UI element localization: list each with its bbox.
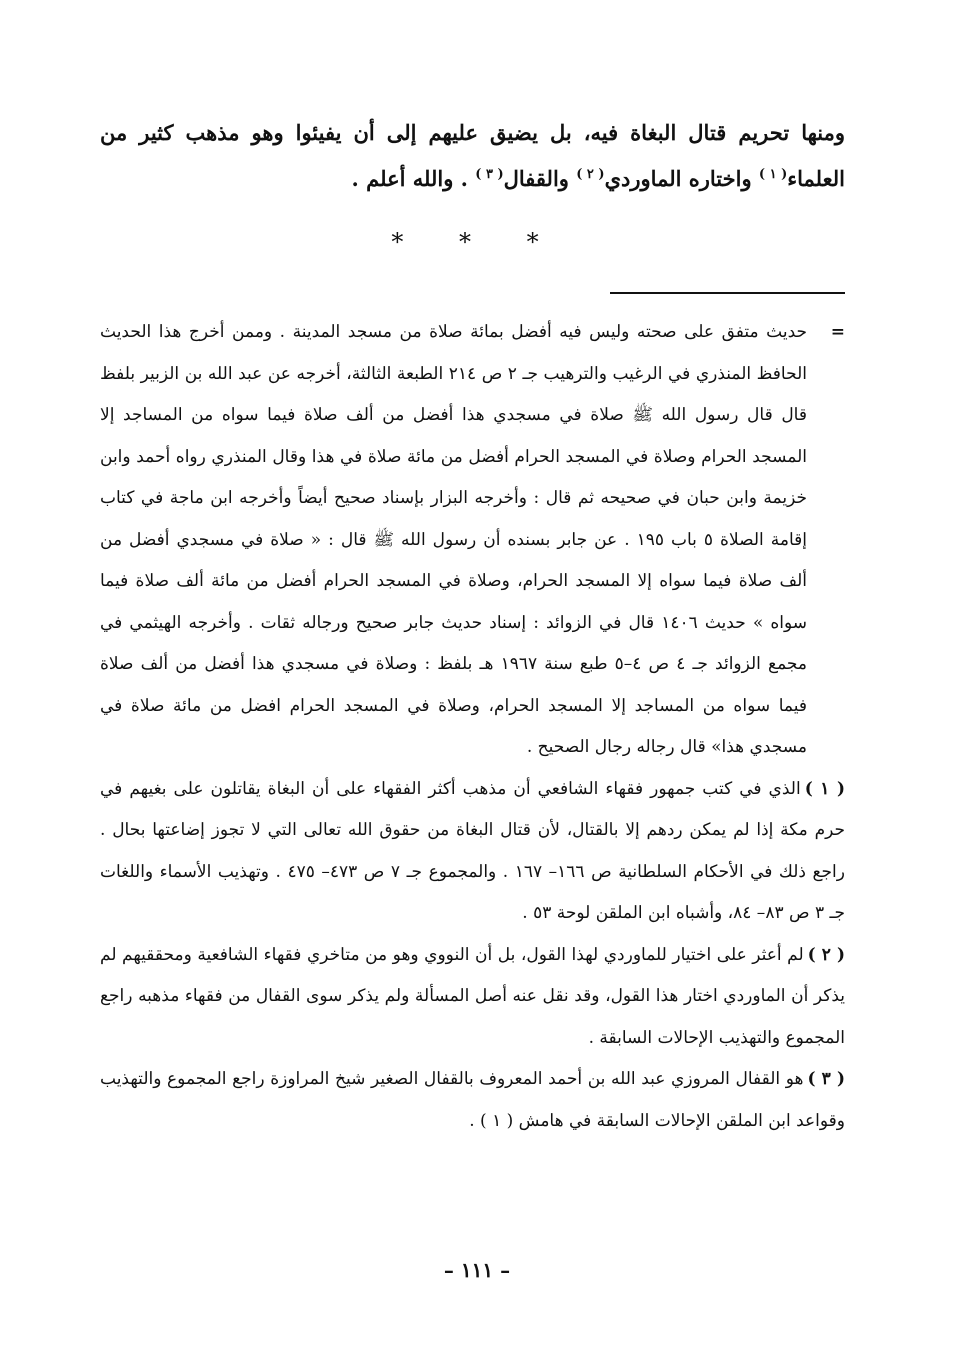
main-text-word: العلماء [787, 166, 845, 191]
footnote-ref-1[interactable]: ( ١ ) [758, 167, 788, 182]
footnote-marker-2: ( ٢ ) [807, 944, 845, 965]
footnote-text: حديث متفق على صحته وليس فيه أفضل بمائة صلاة من مسجد المدينة . وممن أخرج هذا الحديث الحافظ المنذري في الرغيب والترهيب جـ ٢ ص ٢١٤ الطبعة الثالثة، أخرجه عن عبد الله بن الزبير بلفظ قال قال رسول الله ﷺ صلاة في مسجدي هذا أفضل من ألف صلاة فيما سواه من المساجد إلا المسجد الحرام وصلاة في المسجد الحرام أفضل من مائة صلاة في هذا وقال المنذري رواه أحمد وابن خزيمة وابن حبان في صحيحه ثم قال : وأخرجه البزار بإسناد صحيح أيضاً وأخرجه ابن ماجة في كتاب إقامة الصلاة ٥ باب ١٩٥ . عن جابر بسنده أن رسول الله ﷺ قال : « صلاة في مسجدي أفضل من ألف صلاة فيما سواه إلا المسجد الحرام، وصلاة في المسجد الحرام أفضل من مائة ألف صلاة فيما سواه » حديث ١٤٠٦ قال في الزوائد : إسناد حديث جابر صحيح ورجاله ثقات . وأخرجه الهيثمي في مجمع الزوائد جـ ٤ ص ٤–٥ طبع سنة ١٩٦٧ هـ بلفظ : وصلاة في مسجدي هذا أفضل من ألف صلاة فيما سواه من المساجد إلا المسجد الحرام، وصلاة في المسجد الحرام افضل من مائة صلاة في مسجدي هذا» قال رجاله رجال الصحيح . [100, 322, 808, 757]
footnote-divider [610, 292, 845, 294]
footnote-marker-3: ( ٣ ) [807, 1069, 845, 1089]
footnote-continuation [100, 312, 845, 769]
footnote-marker-1: ( ١ ) [804, 778, 845, 799]
footnote-text: الذي في كتب جمهور فقهاء الشافعي أن مذهب أكثر الفقهاء على أن البغاة يقاتلون على بغيهم في حرم مكة إذا لم يمكن ردهم إلا بالقتال، لأن قتال البغاة من حقوق الله تعالى التي لا تجوز إضاعتها بحال . راجع ذلك في الأحكام السلطانية ص ١٦٦– ١٦٧ . والمجموع جـ ٧ ص ٤٧٣– ٤٧٥ . وتهذيب الأسماء واللغات جـ ٣ ص ٨٣– ٨٤، وأشباه ابن الملقن لوحة ٥٣ . [100, 778, 845, 923]
main-paragraph [100, 110, 845, 202]
section-separator: * * * [391, 228, 563, 256]
footnote-ref-3[interactable]: ( ٣ ) [475, 167, 504, 182]
footnote-2 [100, 935, 845, 1060]
main-text-ending: . والله أعلم . [351, 166, 476, 191]
footnote-text: هو القفال المروزي عبد الله بن أحمد المعروف بالقفال الصغير شيخ المراوزة راجع المجموع والتهذيب وقواعد ابن الملقن الإحالات السابقة في هامش ( ١ ) . [100, 1069, 845, 1131]
main-text-word: والقفال [503, 166, 577, 191]
page-number: – ١١١ – [443, 1258, 511, 1282]
footnote-text: لم أعثر على اختيار للماوردي لهذا القول، بل أن النووي وهو من متاخري فقهاء الشافعية ومحققيهم لم يذكر أن الماوردي اختار هذا القول، وقد نقل عنه أصل المسألة ولم يذكر سوى القفال من فقهاء مذهبه راجع المجموع والتهذيب الإحالات السابقة . [100, 944, 845, 1048]
footnote-3 [100, 1059, 845, 1142]
footnote-ref-2[interactable]: ( ٢ ) [576, 167, 605, 182]
footnotes-section [100, 312, 845, 1142]
footnote-1 [100, 769, 845, 935]
main-text-line: ومنها تحريم قتال البغاة فيه، بل يضيق عليهم إلى أن يفيئوا وهو مذهب كثير من [100, 120, 845, 145]
main-text-word: واختاره الماوردي [604, 166, 759, 191]
continuation-marker: = [830, 322, 845, 342]
